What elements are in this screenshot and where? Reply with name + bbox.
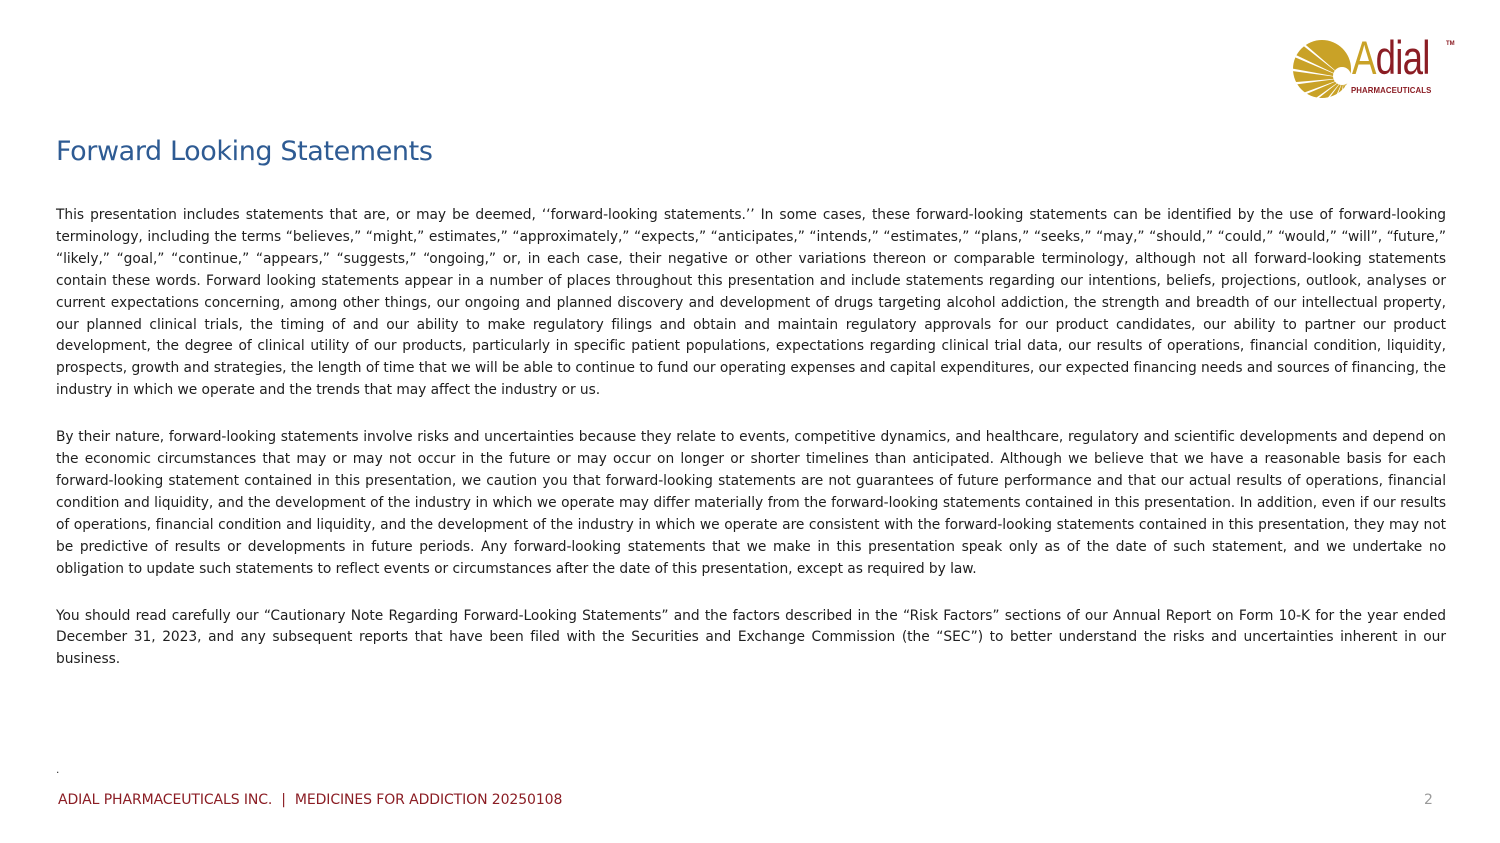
footer-separator: | <box>281 792 286 808</box>
logo-wordmark-rest: dial <box>1375 31 1430 84</box>
logo-trademark: TM <box>1446 41 1455 47</box>
paragraph-forward-looking-terms: This presentation includes statements that are, or may be deemed, ‘‘forward-looking statements.’’ In some cases, these forward-looking statements can be identified by the use of forward-looking terminology, including the terms “believes,” “might,” estimates,” “approximately,” “expects,” “anticipates,” “intends,” “estimates,” “plans,” “seeks,” “may,” “should,” “could,” “would,” “will”, “future,” “likely,” “goal,” “continue,” “appears,” “suggests,” “ongoing,” or, in each case, their negative or other variations thereon or comparable terminology, although not all forward-looking statements contain these words. Forward looking statements appear in a number of places throughout this presentation and include statements regarding our intentions, beliefs, projections, outlook, analyses or current expectations concerning, among other things, our ongoing and planned discovery and development of drugs targeting alcohol addiction, the strength and breadth of our intellectual property, our planned clinical trials, the timing of and our ability to make regulatory filings and obtain and maintain regulatory approvals for our product candidates, our ability to partner our product development, the degree of clinical utility of our products, particularly in specific patient populations, expectations regarding clinical trial data, our results of operations, financial condition, liquidity, prospects, growth and strategies, the length of time that we will be able to continue to fund our operating expenses and capital expenditures, our expected financing needs and sources of financing, the industry in which we operate and the trends that may affect the industry or us. <box>56 207 1446 399</box>
footer-tagline: MEDICINES FOR ADDICTION 20250108 <box>294 792 563 808</box>
page-number: 2 <box>1424 792 1433 808</box>
logo-wordmark-initial: A <box>1352 31 1376 84</box>
trailing-period: . <box>56 762 60 776</box>
paragraph-cautionary-note: You should read carefully our “Cautionary Note Regarding Forward-Looking Statements” and the factors described in the “Risk Factors” sections of our Annual Report on Form 10-K for the year ended December 31, 2023, and any subsequent reports that have been filed with the Securities and Exchange Commission (the “SEC”) to better understand the risks and uncertainties inherent in our business. <box>56 607 1446 668</box>
slide-body <box>56 205 1446 696</box>
company-logo <box>1292 31 1458 100</box>
footer-text <box>58 792 562 808</box>
sunburst-logo-icon <box>1292 38 1352 100</box>
footer-company: ADIAL PHARMACEUTICALS INC. <box>58 792 273 808</box>
paragraph-risks-uncertainties: By their nature, forward-looking statements involve risks and uncertainties because they relate to events, competitive dynamics, and healthcare, regulatory and scientific developments and depend on the economic circumstances that may or may not occur in the future or may occur on longer or shorter timelines than anticipated. Although we believe that we have a reasonable basis for each forward-looking statement contained in this presentation, we caution you that forward-looking statements are not guarantees of future performance and that our actual results of operations, financial condition and liquidity, and the development of the industry in which we operate may differ materially from the forward-looking statements contained in this presentation. In addition, even if our results of operations, financial condition and liquidity, and the development of the industry in which we operate are consistent with the forward-looking statements contained in this presentation, they may not be predictive of results or developments in future periods. Any forward-looking statements that we make in this presentation speak only as of the date of such statement, and we undertake no obligation to update such statements to reflect events or circumstances after the date of this presentation, except as required by law. <box>56 429 1446 577</box>
logo-subtitle: PHARMACEUTICALS <box>1351 85 1432 95</box>
slide-title: Forward Looking Statements <box>56 136 433 167</box>
logo-wordmark <box>1352 31 1430 84</box>
sunburst-center <box>1333 67 1351 85</box>
